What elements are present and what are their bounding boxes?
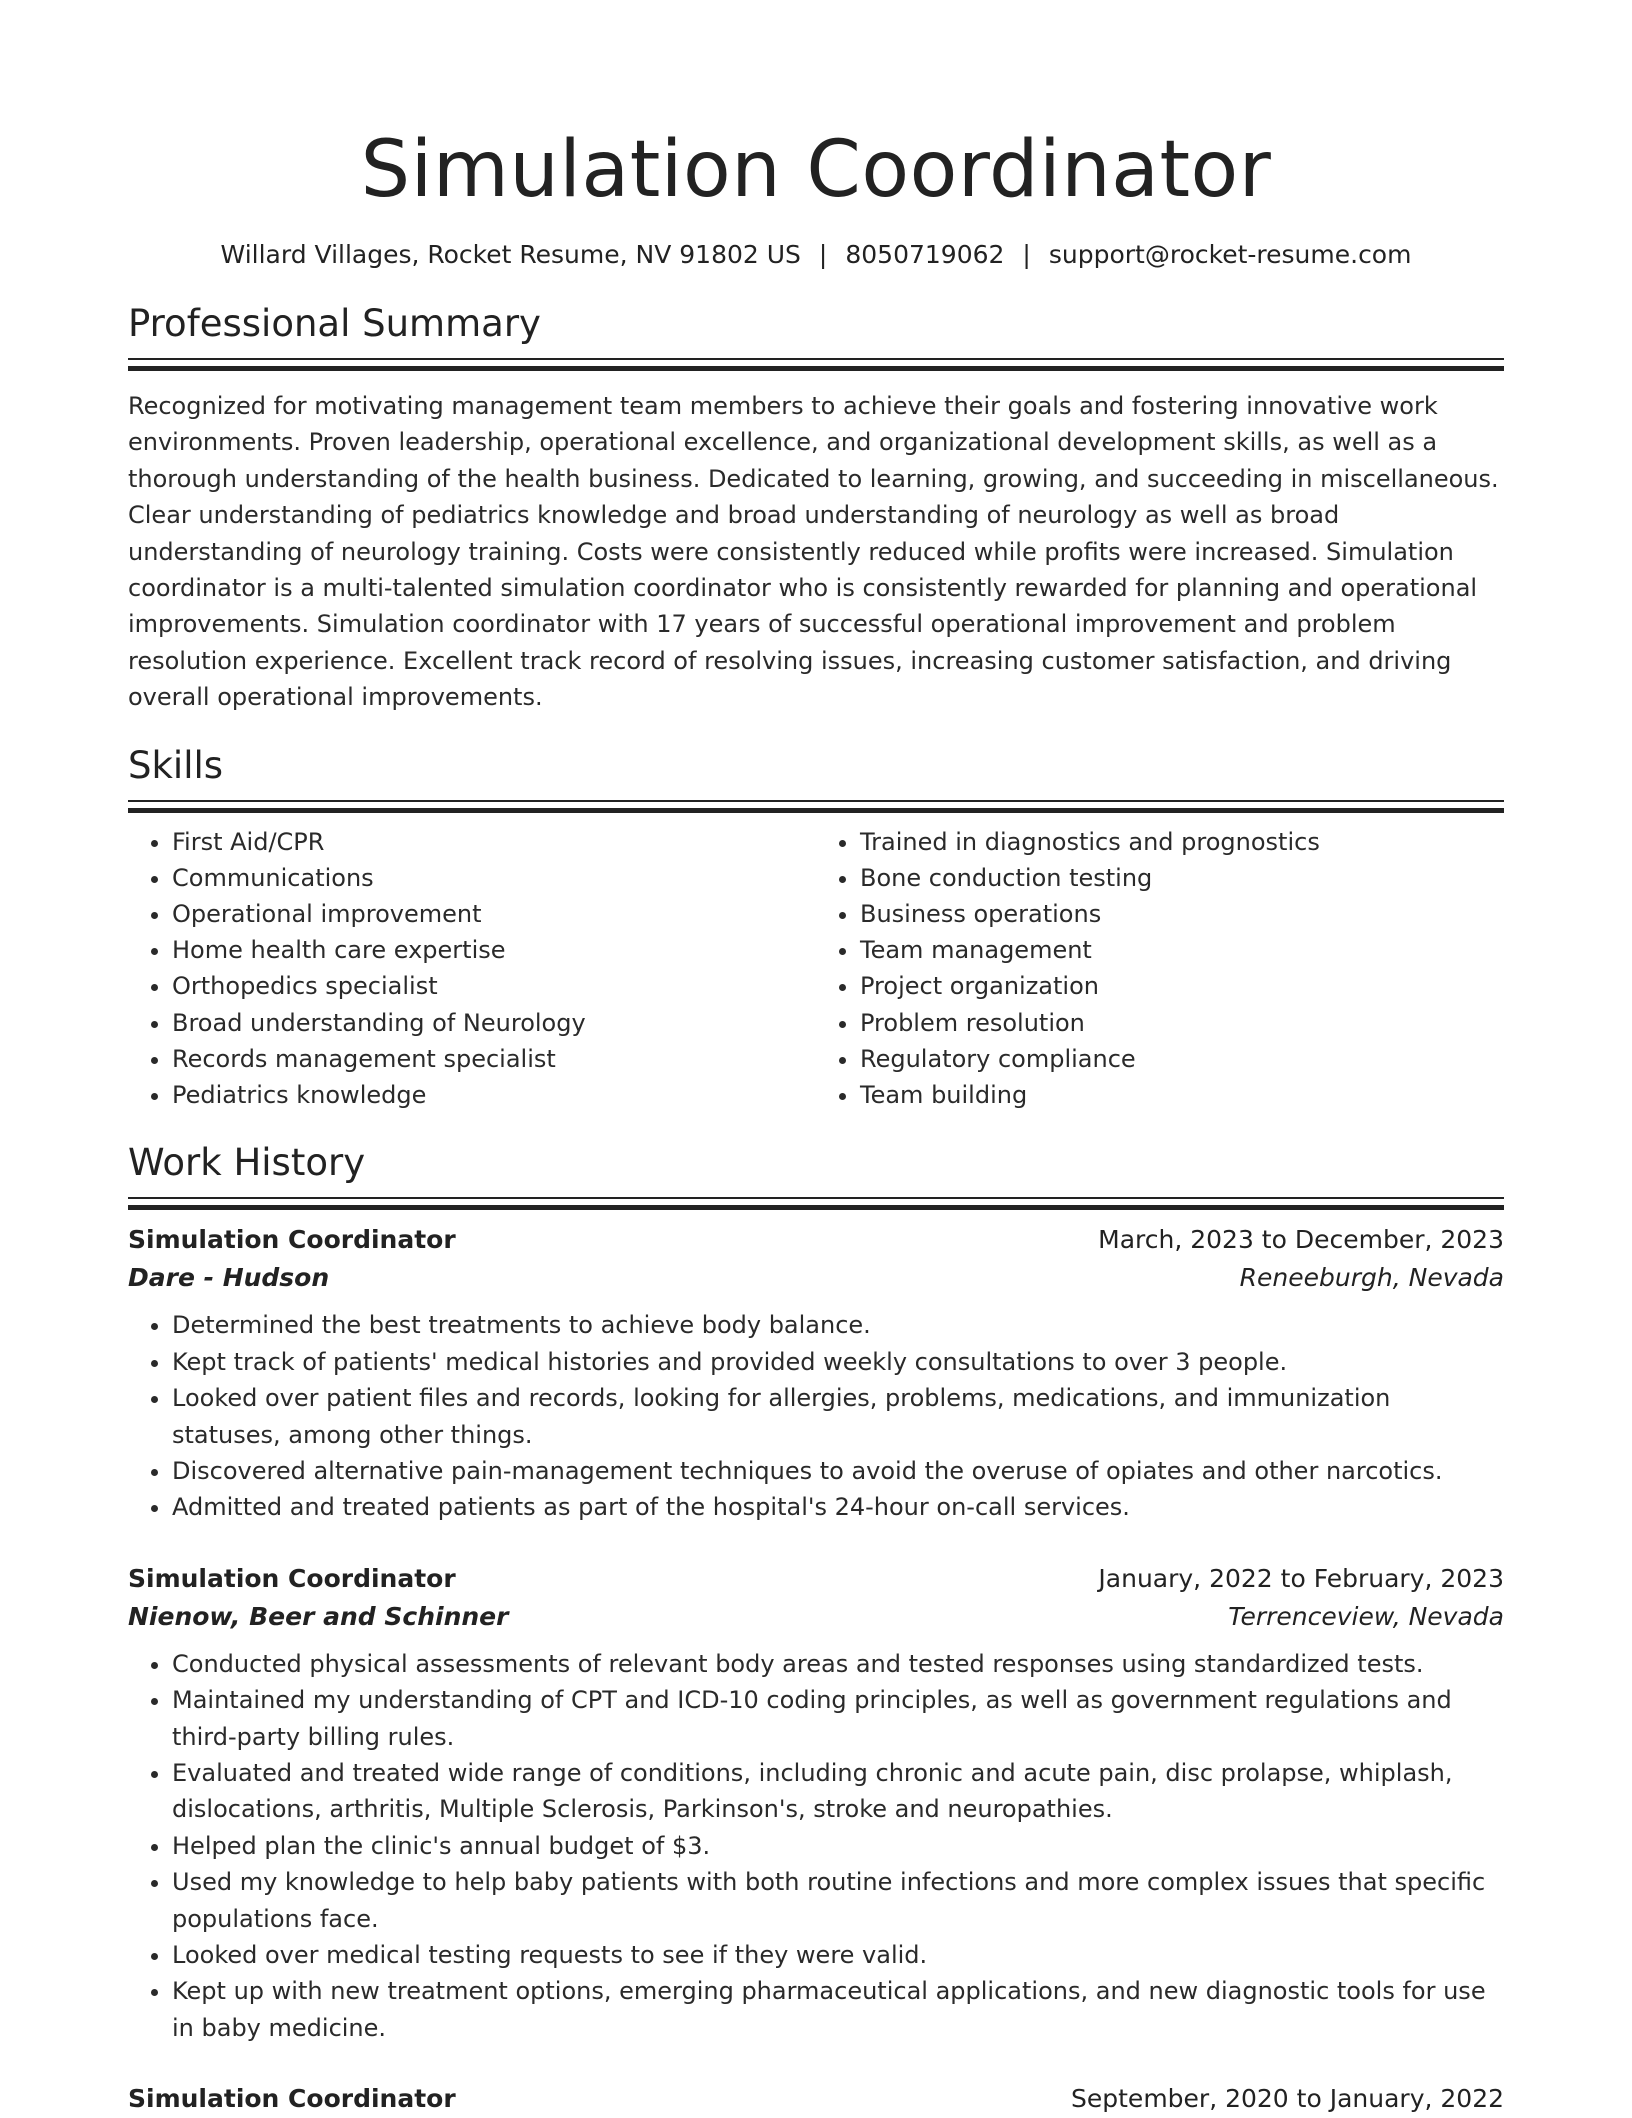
job-title-row [128, 2080, 1504, 2118]
summary-heading: Professional Summary [128, 302, 541, 345]
work-history-heading: Work History [128, 1141, 366, 1185]
job-bullet-list [128, 1646, 1504, 2046]
job-bullet: • Used my knowledge to help baby patients with both routine infections and more complex issues that specific populations face. [172, 1864, 1504, 1937]
job-dates: March, 2023 to December, 2023 [1098, 1225, 1504, 1255]
contact-address: Willard Villages, Rocket Resume, NV 91802 US [220, 240, 801, 269]
skill-item-left: • Operational improvement [172, 896, 816, 932]
skill-item-left: • Orthopedics specialist [172, 968, 816, 1004]
section-divider [128, 1197, 1504, 1199]
job-title: Simulation Coordinator [128, 2084, 456, 2114]
job-dates: September, 2020 to January, 2022 [1071, 2084, 1504, 2114]
contact-email: support@rocket-resume.com [1048, 240, 1412, 269]
job-title: Simulation Coordinator [128, 1225, 456, 1255]
skill-item-right: • Trained in diagnostics and prognostics [860, 824, 1504, 860]
job-company-row [128, 1598, 1504, 1636]
contact-line [128, 238, 1504, 272]
contact-separator: | [818, 240, 828, 269]
job-company-row [128, 1259, 1504, 1297]
job-bullet-list [128, 1307, 1504, 1525]
job-bullet: • Evaluated and treated wide range of conditions, including chronic and acute pain, disc prolapse, whiplash, dislocations, arthritis, Multiple Sclerosis, Parkinson's, stroke and neuropathies. [172, 1755, 1504, 1828]
job-title-row [128, 1560, 1504, 1598]
skill-item-right: • Project organization [860, 968, 1504, 1004]
skill-item-right: • Regulatory compliance [860, 1041, 1504, 1077]
summary-text: Recognized for motivating management team members to achieve their goals and fostering innovative work environments. Proven leadership, operational excellence, and organizational development skills, as well as a thorough understanding of the health business. Dedicated to learning, growing, and succeeding in miscellaneous. Clear understanding of pediatrics knowledge and broad understanding of neurology as well as broad understanding of neurology training. Costs were consistently reduced while profits were increased. Simulation coordinator is a multi-talented simulation coordinator who is consistently rewarded for planning and operational improvements. Simulation coordinator with 17 years of successful operational improvement and problem resolution experience. Excellent track record of resolving issues, increasing customer satisfaction, and driving overall operational improvements. [128, 392, 1499, 712]
job-bullet: • Helped plan the clinic's annual budget of $3. [172, 1828, 1504, 1864]
contact-phone: 8050719062 [845, 240, 1005, 269]
section-divider [128, 358, 1504, 360]
skill-item-left: • Home health care expertise [172, 932, 816, 968]
job-bullet: • Determined the best treatments to achieve body balance. [172, 1307, 1504, 1343]
skill-item-right: • Bone conduction testing [860, 860, 1504, 896]
job-bullet: • Maintained my understanding of CPT and ICD-10 coding principles, as well as government regulations and third-party billing rules. [172, 1682, 1504, 1755]
job-list [128, 1221, 1504, 2118]
job-bullet: • Discovered alternative pain-management techniques to avoid the overuse of opiates and other narcotics. [172, 1453, 1504, 1489]
job-location: Reneeburgh, Nevada [1239, 1263, 1504, 1293]
job-bullet: • Admitted and treated patients as part of the hospital's 24-hour on-call services. [172, 1489, 1504, 1525]
job-bullet: • Looked over patient files and records, looking for allergies, problems, medications, and immunization statuses, among other things. [172, 1380, 1504, 1453]
job-entry [128, 1560, 1504, 2046]
resume-page [128, 0, 1504, 2118]
skill-item-left: • Communications [172, 860, 816, 896]
skill-item-left: • First Aid/CPR [172, 824, 816, 860]
resume-name: Simulation Coordinator [360, 125, 1272, 215]
skill-item-left: • Broad understanding of Neurology [172, 1005, 816, 1041]
skill-item-right: • Problem resolution [860, 1005, 1504, 1041]
job-location: Terrenceview, Nevada [1228, 1601, 1504, 1631]
skills-section [128, 742, 1504, 1114]
job-entry [128, 2080, 1504, 2118]
section-divider [128, 800, 1504, 802]
contact-separator: | [1022, 240, 1031, 269]
job-dates: January, 2022 to February, 2023 [1098, 1563, 1504, 1593]
skills-heading: Skills [128, 743, 224, 787]
work-history-section [128, 1139, 1504, 2118]
skills-column-left [128, 824, 816, 1114]
job-entry [128, 1221, 1504, 1525]
summary-section [128, 300, 1504, 716]
skill-item-left: • Records management specialist [172, 1041, 816, 1077]
job-bullet: • Kept up with new treatment options, emerging pharmaceutical applications, and new diagnostic tools for use in baby medicine. [172, 1973, 1504, 2046]
job-bullet: • Conducted physical assessments of relevant body areas and tested responses using standardized tests. [172, 1646, 1504, 1682]
skill-item-right: • Team management [860, 932, 1504, 968]
job-title: Simulation Coordinator [128, 1563, 456, 1593]
job-title-row [128, 1221, 1504, 1259]
job-bullet: • Looked over medical testing requests to see if they were valid. [172, 1937, 1504, 1973]
skills-column-right [816, 824, 1504, 1114]
job-bullet: • Kept track of patients' medical histories and provided weekly consultations to over 3 people. [172, 1344, 1504, 1380]
job-company: Dare - Hudson [128, 1263, 330, 1293]
skills-grid [128, 824, 1504, 1114]
skill-item-left: • Pediatrics knowledge [172, 1077, 816, 1113]
skill-item-right: • Team building [860, 1077, 1504, 1113]
skill-item-right: • Business operations [860, 896, 1504, 932]
job-company: Nienow, Beer and Schinner [128, 1601, 509, 1631]
